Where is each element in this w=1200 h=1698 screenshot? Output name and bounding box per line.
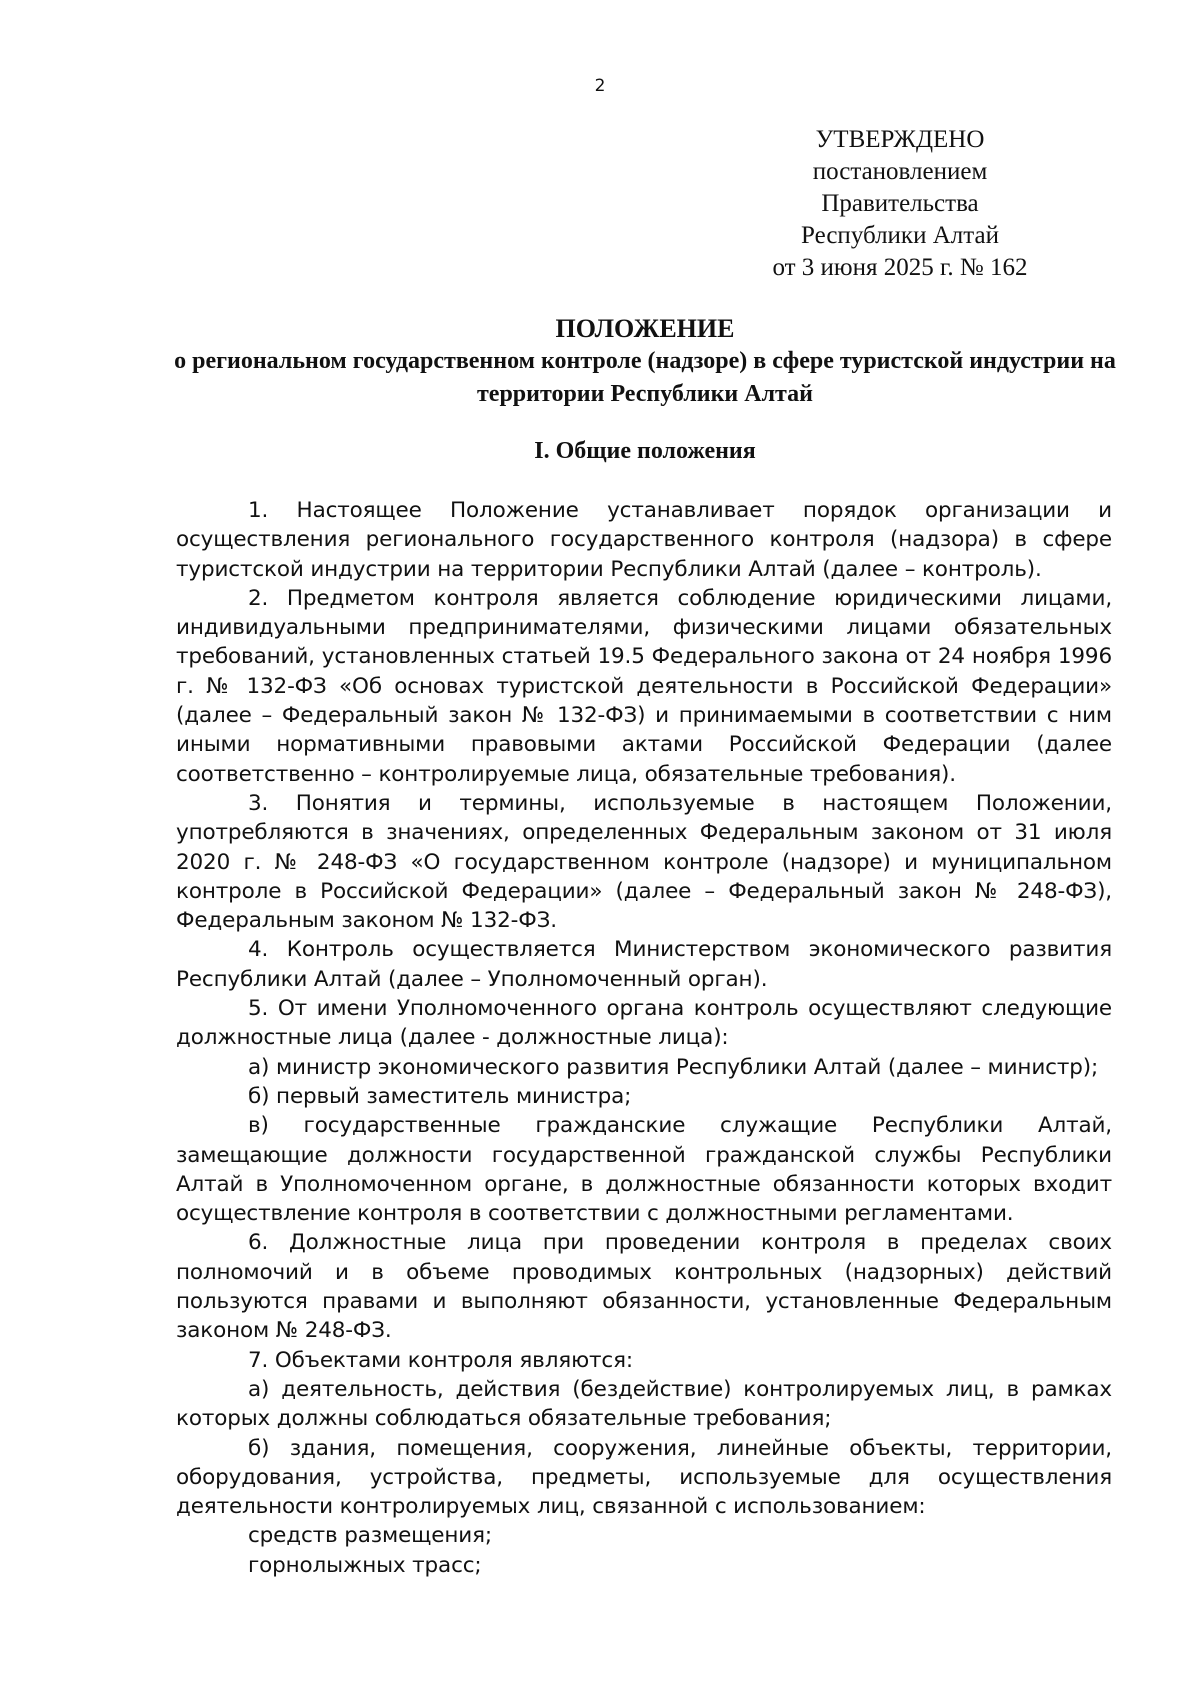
document-subtitle: о региональном государственном контроле (надзоре) в сфере туристской индустрии на территории Республики Алтай [174,348,1116,407]
paragraph-5c: в) государственные гражданские служащие Республики Алтай, замещающие должности государственной гражданской службы Республики Алтай в Уполномоченном органе, в должностные обязанности которых входит осуществление контроля в соответствии с должностными регламентами. [176,1113,1112,1227]
approval-stamp-block [735,124,1065,284]
paragraph-3: 3. Понятия и термины, используемые в настоящем Положении, употребляются в значениях, определенных Федеральным законом от 31 июля 2020 г. № 248-ФЗ «О государственном контроле (надзоре) и муниципальном контроле в Российской Федерации» (далее – Федеральный закон № 248-ФЗ), Федеральным законом № 132-ФЗ. [176,790,1112,934]
approval-line: постановлением Правительства [812,158,988,217]
document-title: ПОЛОЖЕНИЕ [555,314,735,343]
approval-heading: УТВЕРЖДЕНО [815,126,985,153]
approval-line: Республики Алтай [801,222,999,249]
paragraph-5: 5. От имени Уполномоченного органа контроль осуществляют следующие должностные лица (далее - должностные лица): [176,996,1112,1051]
paragraph-4: 4. Контроль осуществляется Министерством экономического развития Республики Алтай (далее – Уполномоченный орган). [176,937,1112,992]
paragraph-7: 7. Объектами контроля являются: [248,1347,633,1373]
paragraph-7a: а) деятельность, действия (бездействие) контролируемых лиц, в рамках которых должны соблюдаться обязательные требования; [176,1376,1112,1432]
paragraph-5b: б) первый заместитель министра; [248,1083,632,1109]
list-item: средств размещения; [248,1523,492,1549]
document-title-block [160,312,1130,411]
paragraph-2: 2. Предметом контроля является соблюдение юридическими лицами, индивидуальными предпринимателями, физическими лицами обязательных требований, установленных статьей 19.5 Федерального закона от 24 ноября 1996 г. № 132-ФЗ «Об основах туристской деятельности в Российской Федерации» (далее – Федеральный закон № 132-ФЗ) и принимаемыми в соответствии с ним иными нормативными правовыми актами Российской Федерации (далее соответственно – контролируемые лица, обязательные требования). [176,585,1112,787]
document-body [176,496,1112,1580]
approval-date-line: от 3 июня 2025 г. № 162 [772,254,1028,281]
list-item: горнолыжных трасс; [248,1552,482,1578]
section-heading: I. Общие положения [534,438,756,464]
paragraph-1: 1. Настоящее Положение устанавливает порядок организации и осуществления регионального государственного контроля (надзора) в сфере туристской индустрии на территории Республики Алтай (далее – контроль). [176,498,1112,582]
paragraph-7b: б) здания, помещения, сооружения, линейные объекты, территории, оборудования, устройства, предметы, используемые для осуществления деятельности контролируемых лиц, связанной с использованием: [176,1435,1112,1520]
paragraph-6: 6. Должностные лица при проведении контроля в пределах своих полномочий и в объеме проводимых контрольных (надзорных) действий пользуются правами и выполняют обязанности, установленные Федеральным законом № 248-ФЗ. [176,1230,1112,1344]
page-number: 2 [594,76,606,96]
paragraph-5a: а) министр экономического развития Республики Алтай (далее – министр); [248,1054,1099,1080]
